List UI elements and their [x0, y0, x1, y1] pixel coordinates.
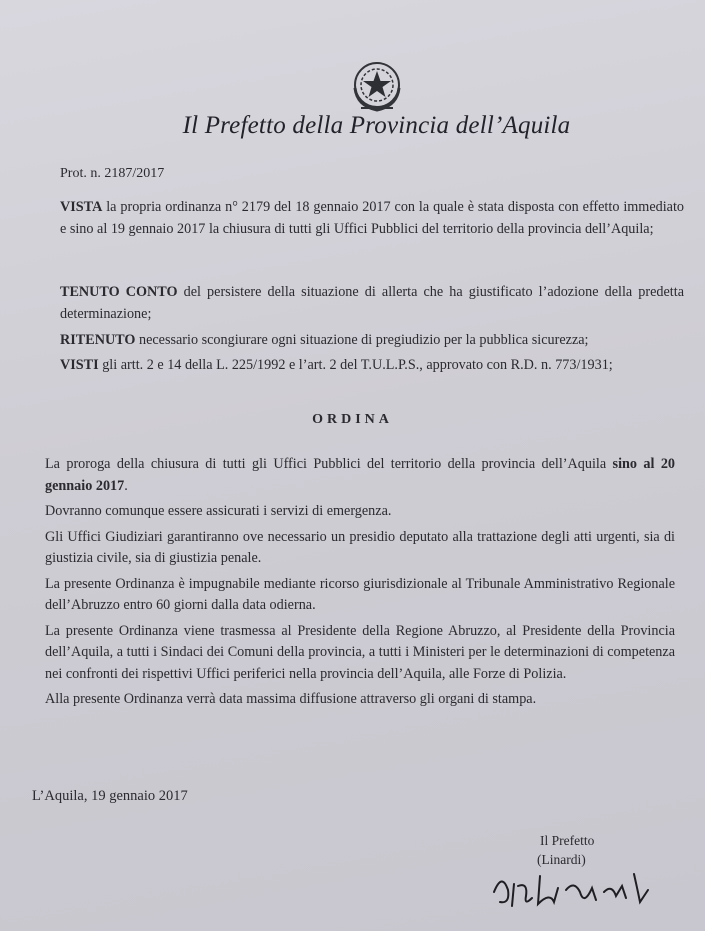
premise-lead: RITENUTO — [60, 332, 136, 348]
premise-lead: VISTA — [60, 199, 103, 215]
handwritten-signature-icon — [488, 862, 658, 912]
premise-tenuto-conto — [60, 282, 684, 325]
premise-vista — [60, 197, 684, 240]
order-paragraph — [45, 454, 675, 497]
italian-republic-emblem-icon — [347, 58, 407, 116]
premise-text: gli artt. 2 e 14 della L. 225/1992 e l’art. 2 del T.U.L.P.S., approvato con R.D. n. 773/1931; — [98, 357, 613, 373]
premise-text: del persistere della situazione di allerta che ha giustificato l’adozione della predetta determinazione; — [60, 284, 684, 322]
order-paragraph: La presente Ordinanza è impugnabile mediante ricorso giurisdizionale al Tribunale Amministrativo Regionale dell’Abruzzo entro 60 giorni dalla data odierna. — [45, 575, 675, 613]
premise-lead: VISTI — [60, 357, 99, 373]
premise-visti — [60, 355, 684, 377]
order-text: La proroga della chiusura di tutti gli Uffici Pubblici del territorio della provincia dell’Aquila — [45, 456, 613, 472]
premise-text: la propria ordinanza n° 2179 del 18 gennaio 2017 con la quale è stata disposta con effetto immediato e sino al 19 gennaio 2017 la chiusura di tutti gli Uffici Pubblici del territorio della provincia dell’Aquila; — [60, 199, 684, 237]
order-deadline: sino al 20 gennaio 2017 — [45, 456, 676, 494]
order-paragraph: Alla presente Ordinanza verrà data massima diffusione attraverso gli organi di stampa. — [45, 691, 537, 707]
signatory-title: Il Prefetto — [540, 833, 595, 848]
order-paragraph: La presente Ordinanza viene trasmessa al Presidente della Regione Abruzzo, al Presidente della Provincia dell’Aquila, a tutti i Sindaci dei Comuni della provincia, a tutti i Ministeri per le determinazioni di competenza nei confronti dei rispettivi Uffici periferici nella provincia dell’Aquila, alle Forze di Polizia. — [45, 622, 675, 682]
premise-ritenuto — [60, 330, 684, 352]
place-date: L’Aquila, 19 gennaio 2017 — [32, 788, 188, 804]
order-text-end: . — [124, 477, 128, 494]
page-title: Il Prefetto della Provincia dell’Aquila — [182, 112, 571, 139]
order-paragraph: Gli Uffici Giudiziari garantiranno ove necessario un presidio deputato alla trattazione degli atti urgenti, sia di giustizia civile, sia di giustizia penale. — [45, 528, 675, 566]
ordina-heading: ORDINA — [312, 412, 393, 427]
premise-text: necessario scongiurare ogni situazione di pregiudizio per la pubblica sicurezza; — [135, 332, 589, 348]
protocol-number: Prot. n. 2187/2017 — [60, 166, 165, 181]
signatory-name: (Linardi) — [537, 852, 586, 867]
premise-lead: TENUTO CONTO — [60, 284, 178, 300]
order-body — [45, 454, 675, 715]
order-paragraph: Dovranno comunque essere assicurati i servizi di emergenza. — [45, 503, 392, 519]
